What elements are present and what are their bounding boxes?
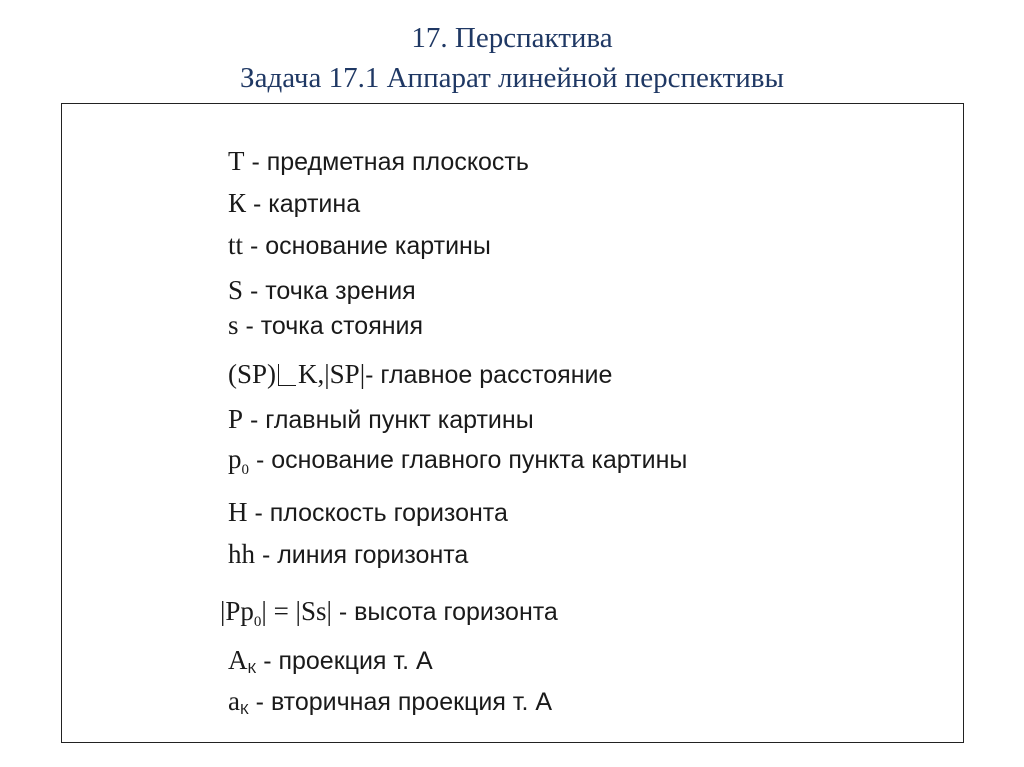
slide-subtitle: Задача 17.1 Аппарат линейной перспективы xyxy=(240,62,784,94)
legend-item-horizon-height: $|Pp_0| = |Ss|$ - высота горизонта xyxy=(220,596,558,630)
perpendicular-icon xyxy=(278,364,296,386)
legend-item-t: Т - предметная плоскость xyxy=(228,146,529,176)
legend-item-tt: tt - основание картины xyxy=(228,230,491,260)
legend-item-h-upper: H - плоскость горизонта xyxy=(228,497,508,527)
legend-item-p-upper: P - главный пункт картины xyxy=(228,404,534,434)
legend-item-k: К - картина xyxy=(228,188,361,218)
legend-item-ak-upper: AК - проекция т. А xyxy=(228,645,433,677)
legend-item-p0: $p_0$ - основание главного пункта картины xyxy=(228,444,688,478)
legend-item-s-upper: S - точка зрения xyxy=(228,275,416,305)
legend-item-hh: hh - линия горизонта xyxy=(228,539,469,569)
legend-item-s-lower: s - точка стояния xyxy=(228,310,424,340)
slide-title: 17. Перспактива xyxy=(411,22,613,54)
legend-item-ak-lower: aК - вторичная проекция т. А xyxy=(228,686,553,718)
legend-item-main-distance: (SP) K,|SP|- главное расстояние xyxy=(228,359,613,389)
